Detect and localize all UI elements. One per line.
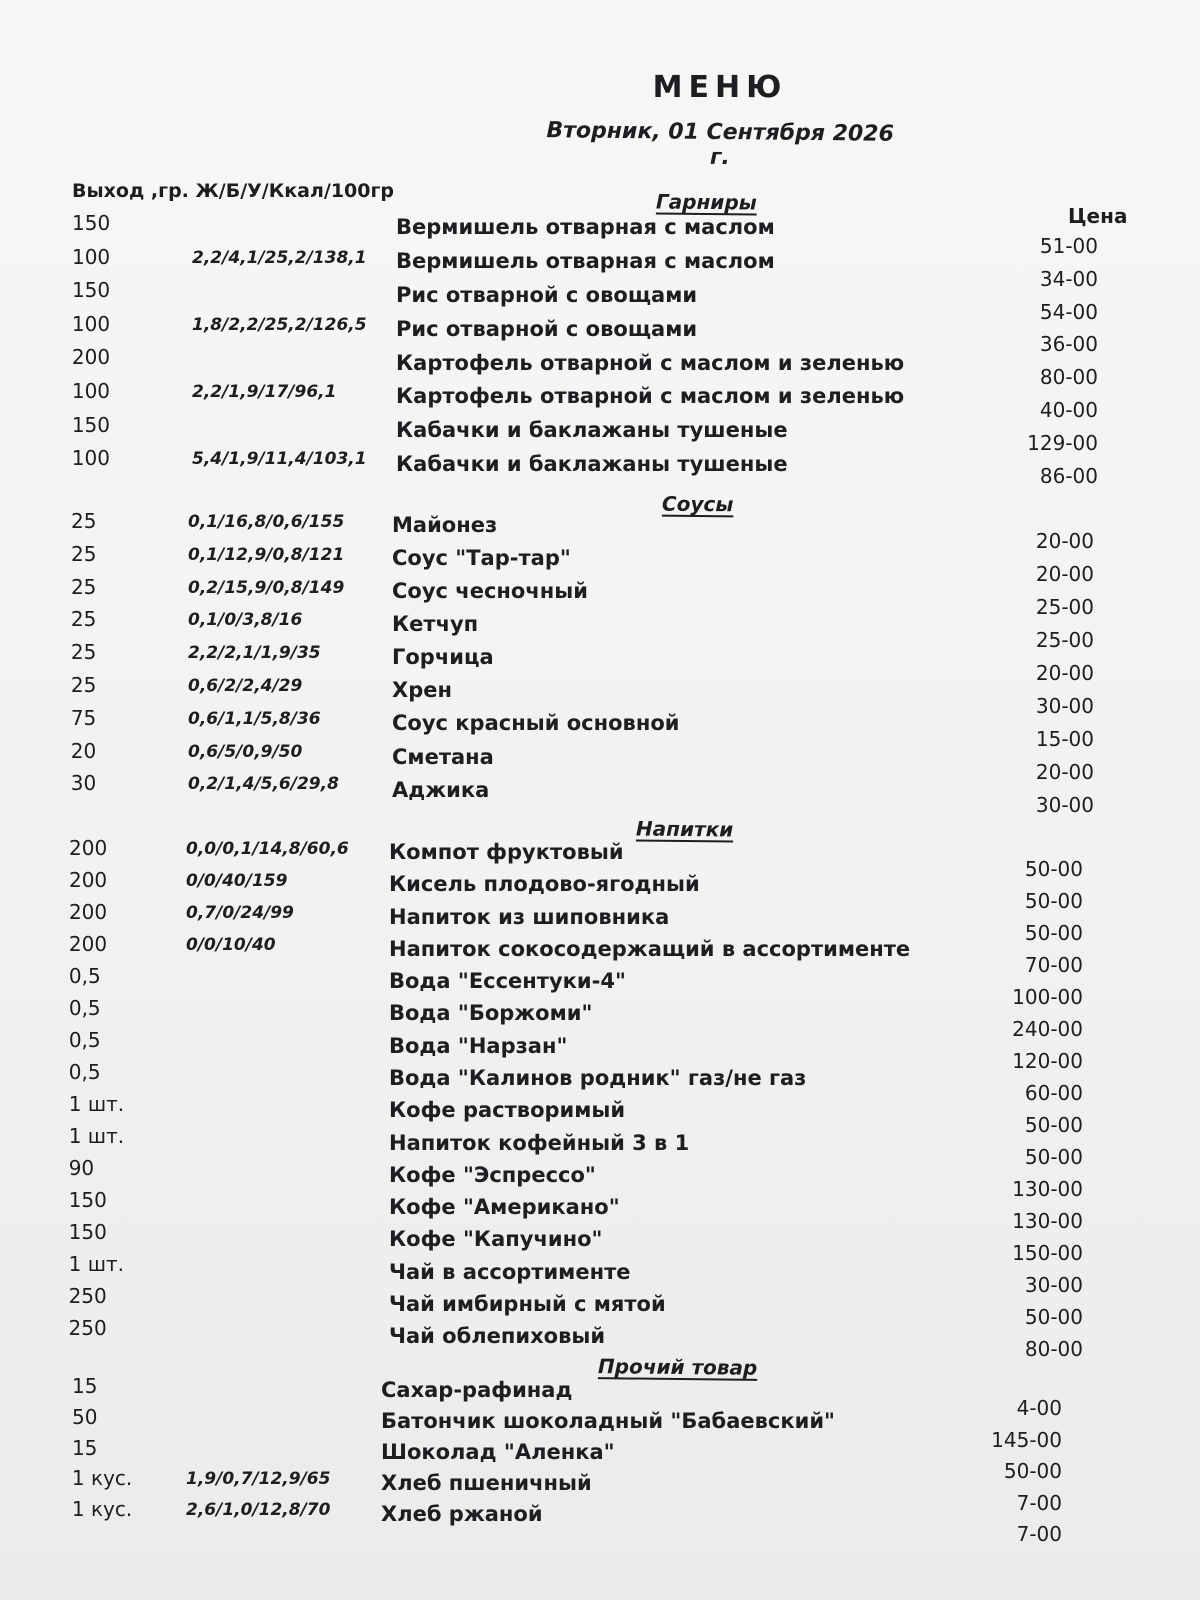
item-price: 7-00: [1016, 1522, 1062, 1546]
item-output: 150: [68, 1220, 107, 1244]
item-output: 25: [70, 574, 97, 599]
item-price: 51-00: [1039, 234, 1098, 258]
item-output: 90: [68, 1156, 95, 1180]
item-output: 50: [71, 1404, 98, 1429]
item-price: 120-00: [1012, 1049, 1083, 1073]
item-output: 0,5: [68, 996, 101, 1020]
item-name: Картофель отварной с маслом и зеленью: [396, 350, 905, 375]
item-nutrition: 0,6/2/2,4/29: [188, 676, 303, 696]
item-nutrition: 1,9/0,7/12,9/65: [186, 1469, 331, 1490]
item-price: 130-00: [1012, 1209, 1083, 1233]
item-price: 20-00: [1035, 760, 1094, 784]
item-price: 30-00: [1024, 1273, 1083, 1297]
item-output: 250: [68, 1316, 107, 1340]
item-price: 30-00: [1035, 793, 1094, 817]
item-name: Вода "Калинов родник" газ/не газ: [389, 1065, 807, 1090]
item-name: Кофе "Эспрессо": [389, 1162, 596, 1187]
item-name: Напиток из шиповника: [389, 904, 670, 929]
item-output: 30: [70, 771, 97, 796]
item-name: Кисель плодово-ягодный: [389, 872, 700, 897]
item-nutrition: 0,2/15,9/0,8/149: [188, 577, 345, 598]
item-price: 100-00: [1012, 985, 1083, 1009]
item-name: Майонез: [392, 513, 498, 537]
item-nutrition: 2,2/4,1/25,2/138,1: [192, 247, 367, 268]
item-name: Кофе "Американо": [389, 1195, 620, 1220]
item-name: Вода "Боржоми": [389, 1001, 593, 1026]
item-name: Сахар-рафинад: [381, 1378, 573, 1402]
item-nutrition: 0/0/40/159: [186, 871, 288, 891]
item-price: 80-00: [1039, 365, 1098, 390]
item-price: 50-00: [1024, 889, 1083, 913]
item-nutrition: 0,0/0,1/14,8/60,6: [186, 839, 349, 859]
item-name: Рис отварной с овощами: [396, 316, 698, 341]
item-output: 1 шт.: [68, 1124, 125, 1148]
item-name: Чай имбирный с мятой: [389, 1291, 666, 1316]
menu-date: Вторник, 01 Сентября 2026 г.: [546, 118, 895, 171]
item-output: 150: [68, 1188, 107, 1212]
item-output: 200: [71, 345, 111, 370]
section-title: Напитки: [635, 816, 734, 842]
item-output: 0,5: [68, 964, 101, 988]
item-name: Чай в ассортименте: [389, 1259, 631, 1284]
item-output: 25: [70, 607, 97, 632]
item-price: 36-00: [1039, 332, 1098, 357]
item-name: Батончик шоколадный "Бабаевский": [381, 1409, 835, 1434]
item-name: Компот фруктовый: [389, 840, 624, 864]
item-price: 60-00: [1024, 1081, 1083, 1105]
item-name: Чай облепиховый: [389, 1324, 606, 1349]
item-price: 15-00: [1035, 727, 1094, 751]
item-output: 150: [71, 412, 110, 437]
item-name: Вода "Нарзан": [389, 1033, 568, 1058]
item-nutrition: 2,2/1,9/17/96,1: [192, 382, 337, 402]
item-nutrition: 0,1/12,9/0,8/121: [188, 544, 345, 565]
item-price: 20-00: [1035, 661, 1094, 685]
item-output: 200: [69, 836, 108, 860]
item-name: Кабачки и баклажаны тушеные: [396, 418, 788, 443]
item-nutrition: 2,2/2,1/1,9/35: [188, 643, 321, 664]
item-name: Картофель отварной с маслом и зеленью: [396, 384, 905, 409]
item-output: 200: [68, 900, 108, 924]
item-output: 25: [70, 640, 97, 665]
item-price: 50-00: [1024, 921, 1083, 945]
item-price: 54-00: [1039, 299, 1098, 324]
item-name: Рис отварной с овощами: [396, 282, 698, 307]
item-name: Хрен: [392, 678, 452, 703]
item-output: 1 кус.: [71, 1497, 133, 1522]
item-price: 30-00: [1035, 694, 1094, 718]
item-name: Соус чесночный: [392, 579, 588, 604]
item-output: 200: [68, 932, 108, 956]
item-price: 7-00: [1016, 1490, 1062, 1515]
item-price: 40-00: [1039, 398, 1098, 422]
item-output: 100: [71, 379, 111, 403]
item-price: 150-00: [1012, 1241, 1083, 1265]
item-name: Кабачки и баклажаны тушеные: [396, 452, 788, 477]
item-output: 25: [70, 673, 97, 697]
item-price: 130-00: [1012, 1177, 1083, 1201]
item-nutrition: 0,1/0/3,8/16: [188, 610, 303, 631]
item-price: 34-00: [1039, 266, 1098, 291]
item-output: 250: [68, 1284, 107, 1308]
item-nutrition: 0,1/16,8/0,6/155: [188, 512, 345, 532]
item-price: 129-00: [1027, 430, 1098, 455]
item-output: 15: [72, 1374, 98, 1398]
item-name: Вермишель отварная с маслом: [396, 215, 775, 239]
item-output: 20: [70, 738, 97, 763]
item-price: 50-00: [1024, 1145, 1083, 1169]
price-header: Цена: [1068, 204, 1128, 228]
item-name: Напиток сокосодержащий в ассортименте: [389, 936, 911, 961]
item-price: 50-00: [1024, 1305, 1083, 1329]
item-nutrition: 0,6/5/0,9/50: [188, 741, 303, 762]
item-price: 25-00: [1035, 595, 1094, 619]
columns-header: Выход ,гр. Ж/Б/У/Ккал/100гр: [72, 180, 395, 202]
item-price: 70-00: [1024, 953, 1083, 977]
item-output: 200: [68, 868, 108, 892]
item-output: 100: [71, 446, 110, 471]
item-nutrition: 2,6/1,0/12,8/70: [186, 1500, 331, 1521]
section-title: Прочий товар: [597, 1354, 758, 1380]
item-name: Хлеб пшеничный: [381, 1471, 592, 1496]
item-name: Напиток кофейный 3 в 1: [389, 1130, 690, 1155]
item-price: 50-00: [1024, 857, 1083, 881]
item-output: 15: [71, 1435, 98, 1460]
item-price: 20-00: [1035, 529, 1094, 553]
item-name: Вода "Ессентуки-4": [389, 969, 626, 994]
item-price: 86-00: [1039, 463, 1098, 488]
item-name: Вермишель отварная с маслом: [396, 248, 775, 273]
item-price: 80-00: [1024, 1337, 1083, 1361]
item-output: 25: [71, 509, 97, 533]
item-output: 150: [71, 278, 111, 303]
item-nutrition: 0/0/10/40: [186, 935, 276, 955]
item-name: Хлеб ржаной: [381, 1502, 543, 1527]
item-name: Сметана: [392, 744, 494, 769]
item-name: Кофе растворимый: [389, 1098, 626, 1123]
item-price: 50-00: [1024, 1113, 1083, 1137]
item-output: 100: [71, 244, 111, 269]
item-name: Аджика: [392, 777, 490, 802]
item-nutrition: 0,6/1,1/5,8/36: [188, 708, 321, 729]
item-output: 150: [72, 211, 111, 235]
section-title: Гарниры: [655, 189, 757, 215]
item-name: Соус "Тар-тар": [392, 546, 571, 571]
item-name: Кофе "Капучино": [389, 1227, 603, 1252]
item-nutrition: 5,4/1,9/11,4/103,1: [192, 449, 367, 470]
item-output: 75: [70, 705, 97, 730]
item-output: 1 шт.: [68, 1092, 125, 1116]
item-nutrition: 0,2/1,4/5,6/29,8: [188, 774, 339, 795]
item-nutrition: 1,8/2,2/25,2/126,5: [192, 314, 367, 335]
item-price: 20-00: [1035, 562, 1094, 586]
item-name: Кетчуп: [392, 612, 479, 637]
item-price: 50-00: [1003, 1459, 1062, 1483]
item-price: 25-00: [1035, 628, 1094, 652]
item-output: 0,5: [68, 1060, 101, 1084]
item-output: 1 кус.: [71, 1466, 133, 1491]
item-name: Шоколад "Аленка": [381, 1440, 615, 1465]
item-name: Соус красный основной: [392, 711, 680, 736]
item-price: 240-00: [1012, 1017, 1083, 1041]
item-nutrition: 0,7/0/24/99: [186, 903, 294, 923]
item-price: 4-00: [1016, 1396, 1062, 1420]
menu-title: МЕНЮ: [652, 70, 788, 105]
item-output: 25: [70, 541, 97, 566]
section-title: Соусы: [661, 491, 734, 517]
item-output: 0,5: [68, 1028, 101, 1052]
item-output: 100: [71, 311, 111, 336]
item-output: 1 шт.: [68, 1252, 124, 1276]
item-price: 145-00: [991, 1427, 1062, 1452]
item-name: Горчица: [392, 645, 494, 670]
